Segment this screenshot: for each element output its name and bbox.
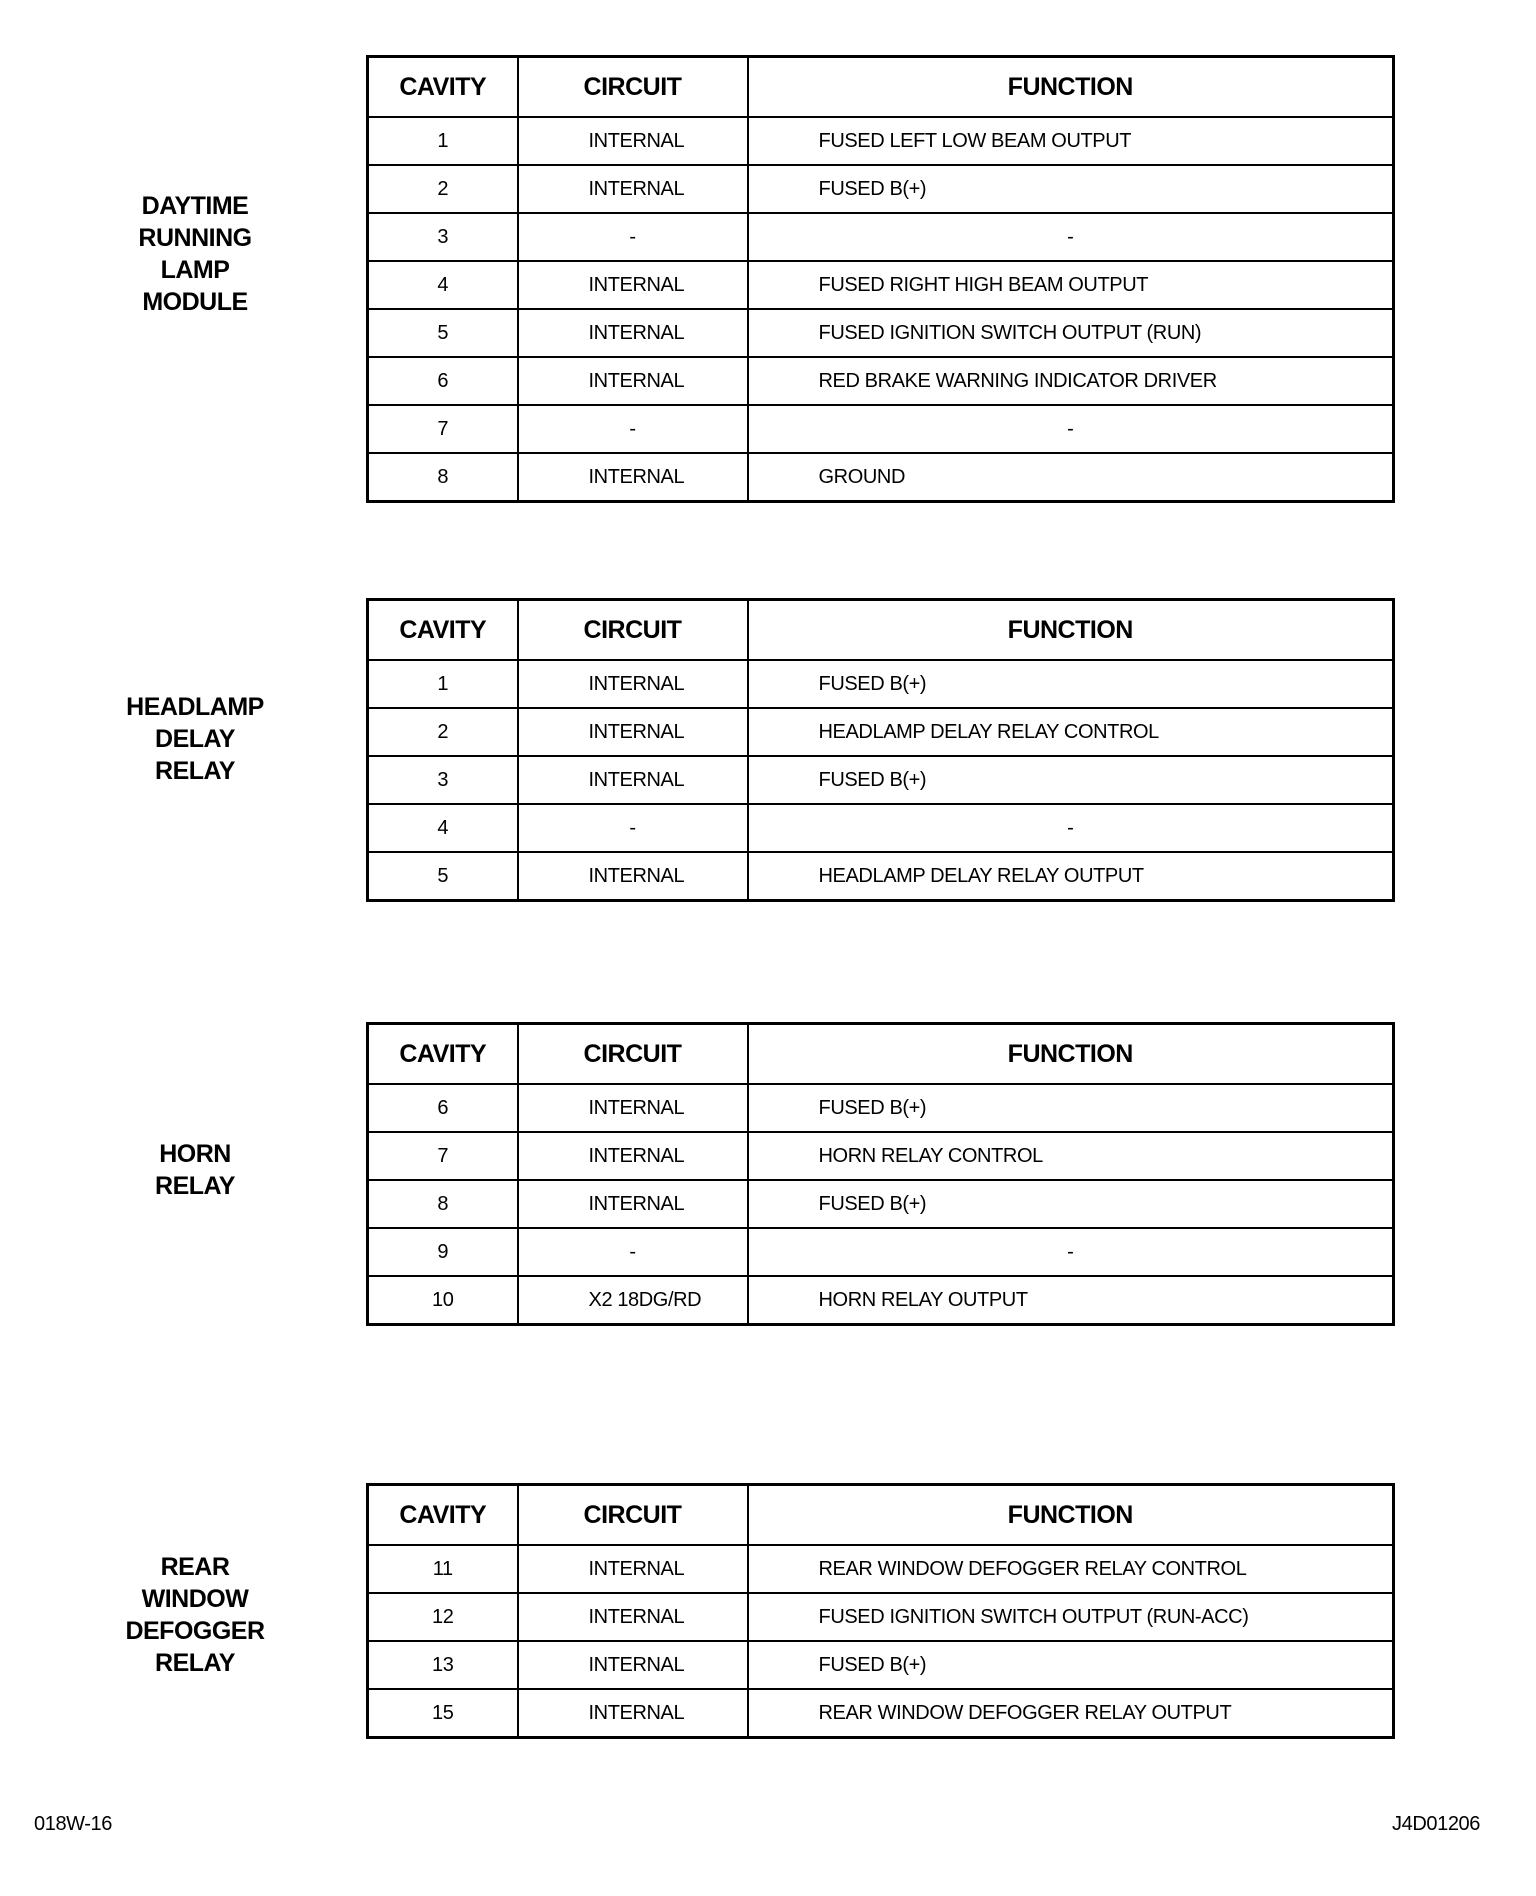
function-cell: - [748, 804, 1394, 852]
cavity-cell: 15 [368, 1689, 518, 1738]
circuit-cell: INTERNAL [518, 1593, 748, 1641]
table-row [368, 405, 1394, 453]
function-cell: HEADLAMP DELAY RELAY CONTROL [748, 708, 1394, 756]
circuit-cell: INTERNAL [518, 1545, 748, 1593]
circuit-cell: INTERNAL [518, 1689, 748, 1738]
cavity-header: CAVITY [368, 57, 518, 118]
component-label [110, 1138, 280, 1202]
table-row [368, 1132, 1394, 1180]
table-row [368, 165, 1394, 213]
table-row [368, 708, 1394, 756]
circuit-cell: INTERNAL [518, 1132, 748, 1180]
cavity-header: CAVITY [368, 600, 518, 661]
component-label-line: REAR [160, 1553, 230, 1581]
cavity-cell: 5 [368, 309, 518, 357]
table-row [368, 117, 1394, 165]
footer-left-code: 018W-16 [34, 1813, 112, 1835]
table-row [368, 1545, 1394, 1593]
component-label [110, 1551, 280, 1679]
function-cell: FUSED B(+) [748, 1180, 1394, 1228]
cavity-cell: 3 [368, 213, 518, 261]
table-row [368, 1084, 1394, 1132]
footer-right-code: J4D01206 [1392, 1813, 1480, 1835]
circuit-cell: INTERNAL [518, 708, 748, 756]
cavity-cell: 6 [368, 1084, 518, 1132]
table-row [368, 213, 1394, 261]
cavity-cell: 1 [368, 660, 518, 708]
component-label-line: RELAY [155, 757, 235, 785]
function-cell: FUSED B(+) [748, 165, 1394, 213]
pinout-table [366, 1483, 1395, 1739]
circuit-cell: INTERNAL [518, 1641, 748, 1689]
function-header: FUNCTION [748, 1024, 1394, 1085]
table-row [368, 1689, 1394, 1738]
component-label-line: DEFOGGER [125, 1617, 265, 1645]
header-row [368, 1485, 1394, 1546]
component-label-line: RELAY [155, 1649, 235, 1677]
function-header: FUNCTION [748, 57, 1394, 118]
circuit-cell: - [518, 804, 748, 852]
circuit-header: CIRCUIT [518, 1485, 748, 1546]
component-label [110, 190, 280, 318]
circuit-cell: INTERNAL [518, 1084, 748, 1132]
cavity-cell: 5 [368, 852, 518, 901]
circuit-cell: INTERNAL [518, 660, 748, 708]
circuit-cell: INTERNAL [518, 852, 748, 901]
cavity-cell: 4 [368, 804, 518, 852]
table-row [368, 1180, 1394, 1228]
table-row [368, 1228, 1394, 1276]
circuit-cell: INTERNAL [518, 309, 748, 357]
function-header: FUNCTION [748, 1485, 1394, 1546]
table-row [368, 660, 1394, 708]
cavity-header: CAVITY [368, 1024, 518, 1085]
function-cell: - [748, 1228, 1394, 1276]
function-cell: REAR WINDOW DEFOGGER RELAY OUTPUT [748, 1689, 1394, 1738]
function-cell: HEADLAMP DELAY RELAY OUTPUT [748, 852, 1394, 901]
component-label-line: DELAY [155, 725, 235, 753]
table-row [368, 1276, 1394, 1325]
function-cell: FUSED LEFT LOW BEAM OUTPUT [748, 117, 1394, 165]
circuit-header: CIRCUIT [518, 57, 748, 118]
circuit-cell: INTERNAL [518, 165, 748, 213]
circuit-header: CIRCUIT [518, 600, 748, 661]
component-label-line: RUNNING [138, 224, 252, 252]
table-row [368, 852, 1394, 901]
cavity-cell: 2 [368, 165, 518, 213]
function-cell: FUSED IGNITION SWITCH OUTPUT (RUN-ACC) [748, 1593, 1394, 1641]
cavity-cell: 2 [368, 708, 518, 756]
function-cell: GROUND [748, 453, 1394, 502]
cavity-cell: 8 [368, 1180, 518, 1228]
cavity-header: CAVITY [368, 1485, 518, 1546]
table-row [368, 1593, 1394, 1641]
cavity-cell: 8 [368, 453, 518, 502]
cavity-cell: 6 [368, 357, 518, 405]
function-cell: HORN RELAY OUTPUT [748, 1276, 1394, 1325]
circuit-cell: INTERNAL [518, 261, 748, 309]
circuit-cell: X2 18DG/RD [518, 1276, 748, 1325]
circuit-cell: - [518, 405, 748, 453]
function-cell: RED BRAKE WARNING INDICATOR DRIVER [748, 357, 1394, 405]
function-cell: FUSED B(+) [748, 756, 1394, 804]
header-row [368, 1024, 1394, 1085]
function-cell: FUSED B(+) [748, 660, 1394, 708]
circuit-cell: - [518, 213, 748, 261]
table-row [368, 804, 1394, 852]
cavity-cell: 7 [368, 1132, 518, 1180]
cavity-cell: 11 [368, 1545, 518, 1593]
table-row [368, 357, 1394, 405]
component-label-line: LAMP [160, 256, 230, 284]
cavity-cell: 1 [368, 117, 518, 165]
function-cell: FUSED B(+) [748, 1084, 1394, 1132]
pinout-table [366, 598, 1395, 902]
function-cell: HORN RELAY CONTROL [748, 1132, 1394, 1180]
pinout-table [366, 55, 1395, 503]
circuit-cell: INTERNAL [518, 1180, 748, 1228]
component-label-line: HEADLAMP [126, 693, 264, 721]
component-label-line: MODULE [142, 288, 248, 316]
table-row [368, 756, 1394, 804]
pinout-table [366, 1022, 1395, 1326]
header-row [368, 57, 1394, 118]
header-row [368, 600, 1394, 661]
component-label-line: DAYTIME [141, 192, 249, 220]
circuit-cell: INTERNAL [518, 453, 748, 502]
function-cell: FUSED B(+) [748, 1641, 1394, 1689]
cavity-cell: 4 [368, 261, 518, 309]
function-cell: FUSED RIGHT HIGH BEAM OUTPUT [748, 261, 1394, 309]
circuit-cell: INTERNAL [518, 756, 748, 804]
cavity-cell: 9 [368, 1228, 518, 1276]
component-label-line: RELAY [155, 1172, 235, 1200]
circuit-cell: - [518, 1228, 748, 1276]
component-label-line: WINDOW [141, 1585, 249, 1613]
circuit-cell: INTERNAL [518, 117, 748, 165]
cavity-cell: 3 [368, 756, 518, 804]
cavity-cell: 7 [368, 405, 518, 453]
table-row [368, 1641, 1394, 1689]
function-cell: - [748, 213, 1394, 261]
cavity-cell: 12 [368, 1593, 518, 1641]
table-row [368, 261, 1394, 309]
circuit-cell: INTERNAL [518, 357, 748, 405]
circuit-header: CIRCUIT [518, 1024, 748, 1085]
cavity-cell: 10 [368, 1276, 518, 1325]
function-cell: FUSED IGNITION SWITCH OUTPUT (RUN) [748, 309, 1394, 357]
component-label [110, 691, 280, 787]
table-row [368, 453, 1394, 502]
component-label-line: HORN [159, 1140, 231, 1168]
function-cell: REAR WINDOW DEFOGGER RELAY CONTROL [748, 1545, 1394, 1593]
function-cell: - [748, 405, 1394, 453]
cavity-cell: 13 [368, 1641, 518, 1689]
table-row [368, 309, 1394, 357]
function-header: FUNCTION [748, 600, 1394, 661]
